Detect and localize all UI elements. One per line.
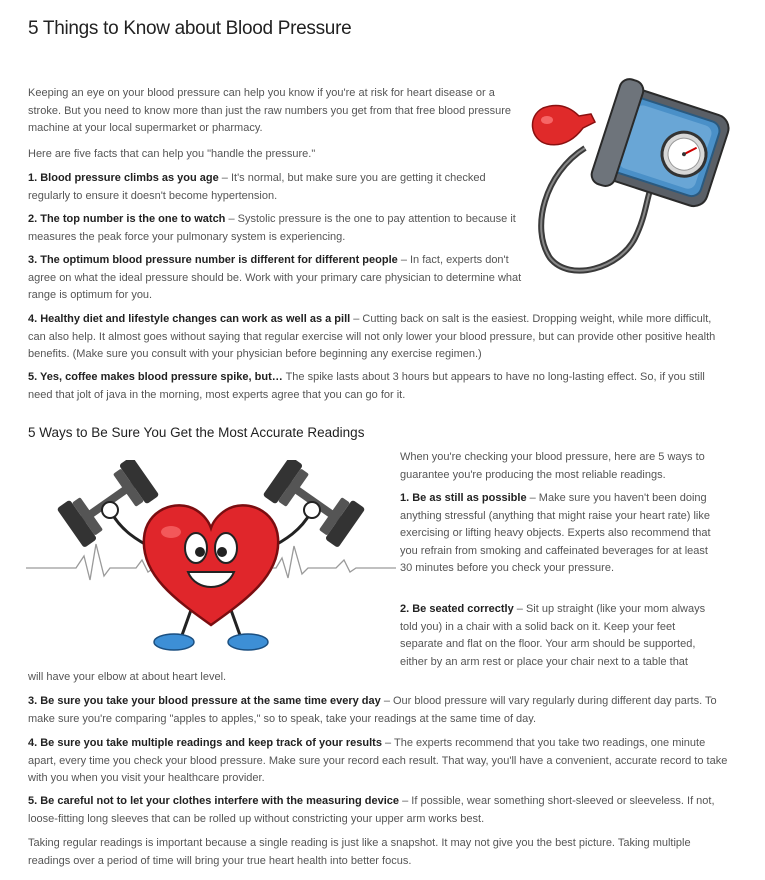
fact-2: [28, 211, 523, 246]
fact-1-title: 1. Blood pressure climbs as you age: [28, 172, 219, 184]
tip-1-title: 1. Be as still as possible: [400, 492, 527, 504]
readings-intro: When you're checking your blood pressure, here are 5 ways to guarantee you're producing the most reliable readings.: [400, 451, 705, 481]
fact-3: [28, 252, 523, 305]
readings-heading: 5 Ways to Be Sure You Get the Most Accurate Readings: [28, 425, 365, 440]
tip-5: [28, 793, 728, 828]
tip-3: [28, 693, 728, 728]
fact-3-text: – In fact, experts don't agree on what the ideal pressure should be. Work with your primary care physician to determine what range is optimum for you.: [28, 254, 522, 301]
tip-1: [400, 490, 720, 578]
fact-2-title: 2. The top number is the one to watch: [28, 213, 226, 225]
tip-5-title: 5. Be careful not to let your clothes interfere with the measuring device: [28, 795, 400, 807]
lead-paragraph: Here are five facts that can help you "handle the pressure.": [28, 148, 316, 160]
fact-3-title: 3. The optimum blood pressure number is different for different people: [28, 254, 398, 266]
blood-pressure-monitor-icon: [525, 78, 740, 278]
tip-2-title: 2. Be seated correctly: [400, 603, 514, 615]
tip-3-text: – Our blood pressure will vary regularly during different day parts. To make sure you're comparing "apples to apples," so to speak, take your readings at the same time of day.: [28, 695, 717, 725]
tip-4-title: 4. Be sure you take multiple readings and keep track of your results: [28, 737, 382, 749]
tip-4: [28, 735, 728, 788]
fact-1-text: – It's normal, but make sure you are getting it checked regularly to ensure it doesn't become hypertension.: [28, 172, 486, 202]
heart-dumbbells-icon: [26, 460, 396, 660]
fact-5: [28, 369, 728, 404]
tip-4-text: – The experts recommend that you take two readings, one minute apart, every time you check your blood pressure. Make sure your record each result. That way, you'll have a convenient, accurate record to take with you when you visit your healthcare provider.: [28, 737, 728, 784]
fact-4-text: – Cutting back on salt is the easiest. Dropping weight, while more difficult, can also help. It almost goes without saying that regular exercise will not only lower your blood pressure, but can provide other positive health benefits. (Make sure you consult with your physician before beginning any exercise regimen.): [28, 313, 716, 360]
tip-3-title: 3. Be sure you take your blood pressure at the same time every day: [28, 695, 381, 707]
fact-4-title: 4. Healthy diet and lifestyle changes can work as well as a pill: [28, 313, 351, 325]
fact-5-title: 5. Yes, coffee makes blood pressure spike, but…: [28, 371, 283, 383]
fact-4: [28, 311, 728, 364]
tip-1-text: – Make sure you haven't been doing anything stressful (anything that might raise your heart rate) like exercising or lifting heavy objects. Experts also recommend that you refrain from smoking and caffeinated beverages for at least 30 minutes before you check your pressure.: [400, 492, 711, 574]
intro-paragraph: Keeping an eye on your blood pressure can help you know if you're at risk for heart disease or a stroke. But you need to know more than just the raw numbers you get from that free blood pressure machine at your local supermarket or pharmacy.: [28, 87, 512, 134]
page-title: 5 Things to Know about Blood Pressure: [28, 18, 352, 39]
closing-paragraph: Taking regular readings is important because a single reading is just like a snapshot. It may not give you the best picture. Taking multiple readings over a period of time will bring your true heart health into better focus.: [28, 837, 691, 867]
fact-2-text: – Systolic pressure is the one to pay attention to because it measures the peak force your pulmonary system is experiencing.: [28, 213, 516, 243]
tip-2-text: – Sit up straight (like your mom always told you) in a chair with a solid back on it. Keep your feet separate and flat on the floor. Your arm should be supported, either by an arm rest or place your chair next to a table that: [400, 603, 706, 668]
fact-5-text: The spike lasts about 3 hours but appears to have no long-lasting effect. So, if you still need that jolt of java in the morning, most experts agree that you can go for it.: [28, 371, 705, 401]
tip-2-continued: will have your elbow at about heart level.: [28, 671, 227, 683]
tip-2: [400, 601, 720, 671]
tip-5-text: – If possible, wear something short-sleeved or sleeveless. If not, loose-fitting long sleeves that can be rolled up without constricting your upper arm works best.: [28, 795, 715, 825]
fact-1: [28, 170, 523, 205]
